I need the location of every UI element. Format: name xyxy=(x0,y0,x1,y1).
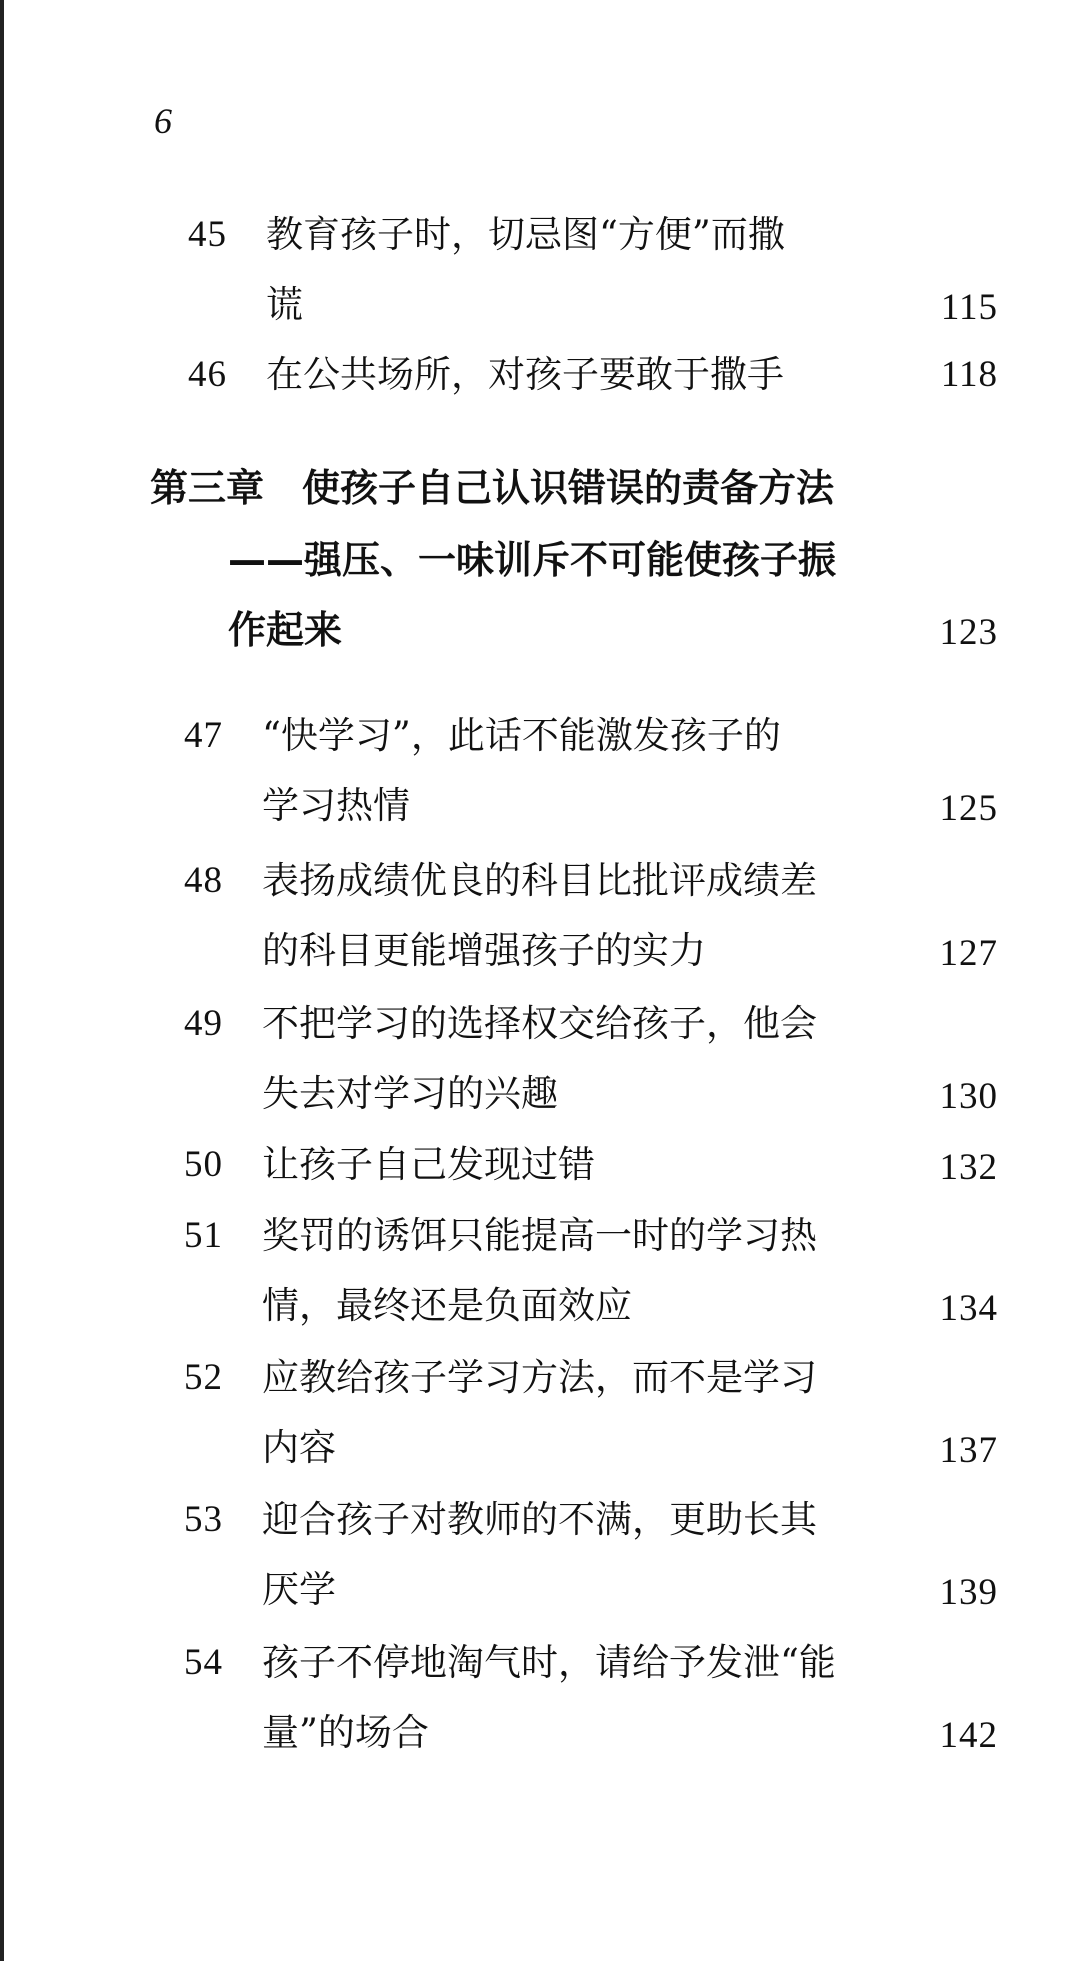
entry-page: 137 xyxy=(939,1430,998,1471)
entry-number: 46 xyxy=(188,354,227,395)
chapter-label: 第三章 xyxy=(150,466,265,510)
entry-page: 130 xyxy=(939,1076,998,1117)
entry-number: 49 xyxy=(184,1003,223,1044)
entry-title: 迎合孩子对教师的不满，更助长其 xyxy=(262,1498,817,1541)
entry-title-continued: 失去对学习的兴趣 xyxy=(262,1072,558,1115)
entry-title-continued: 谎 xyxy=(266,283,303,326)
entry-title: 孩子不停地淘气时，请给予发泄“能 xyxy=(262,1641,836,1684)
entry-number: 47 xyxy=(184,715,223,756)
entry-title-continued: 情，最终还是负面效应 xyxy=(262,1284,632,1327)
entry-number: 45 xyxy=(188,214,227,255)
entry-title-continued: 的科目更能增强孩子的实力 xyxy=(262,929,706,972)
entry-title-continued: 内容 xyxy=(262,1426,336,1469)
entry-title-continued: 量”的场合 xyxy=(262,1711,429,1754)
entry-title-continued: 厌学 xyxy=(262,1568,336,1611)
entry-title: 不把学习的选择权交给孩子，他会 xyxy=(262,1002,817,1045)
entry-number: 53 xyxy=(184,1499,223,1540)
entry-number: 50 xyxy=(184,1144,223,1185)
entry-title: 在公共场所，对孩子要敢于撒手 xyxy=(266,353,784,396)
entry-page: 118 xyxy=(940,354,998,395)
page-number: 6 xyxy=(154,101,172,141)
entry-page: 134 xyxy=(939,1288,998,1329)
entry-title: 教育孩子时，切忌图“方便”而撒 xyxy=(266,213,785,256)
entry-number: 48 xyxy=(184,860,223,901)
entry-page: 127 xyxy=(939,933,998,974)
entry-number: 54 xyxy=(184,1642,223,1683)
entry-number: 52 xyxy=(184,1357,223,1398)
chapter-title: 使孩子自己认识错误的责备方法 xyxy=(302,466,835,510)
entry-title: 让孩子自己发现过错 xyxy=(262,1143,595,1186)
entry-title: 表扬成绩优良的科目比批评成绩差 xyxy=(262,859,817,902)
entry-page: 115 xyxy=(940,287,998,328)
entry-page: 139 xyxy=(939,1572,998,1613)
chapter-page: 123 xyxy=(939,612,998,653)
entry-title: 奖罚的诱饵只能提高一时的学习热 xyxy=(262,1214,817,1257)
entry-title: “快学习”，此话不能激发孩子的 xyxy=(262,714,781,757)
chapter-title-line xyxy=(150,458,834,518)
chapter-subtitle-continued: 作起来 xyxy=(228,608,343,652)
page-edge-line xyxy=(0,0,4,1961)
entry-number: 51 xyxy=(184,1215,223,1256)
entry-page: 125 xyxy=(939,788,998,829)
entry-page: 142 xyxy=(939,1715,998,1756)
entry-page: 132 xyxy=(939,1147,998,1188)
entry-title: 应教给孩子学习方法，而不是学习 xyxy=(262,1356,817,1399)
entry-title-continued: 学习热情 xyxy=(262,784,410,827)
chapter-subtitle: ——强压、一味训斥不可能使孩子振 xyxy=(228,538,837,582)
